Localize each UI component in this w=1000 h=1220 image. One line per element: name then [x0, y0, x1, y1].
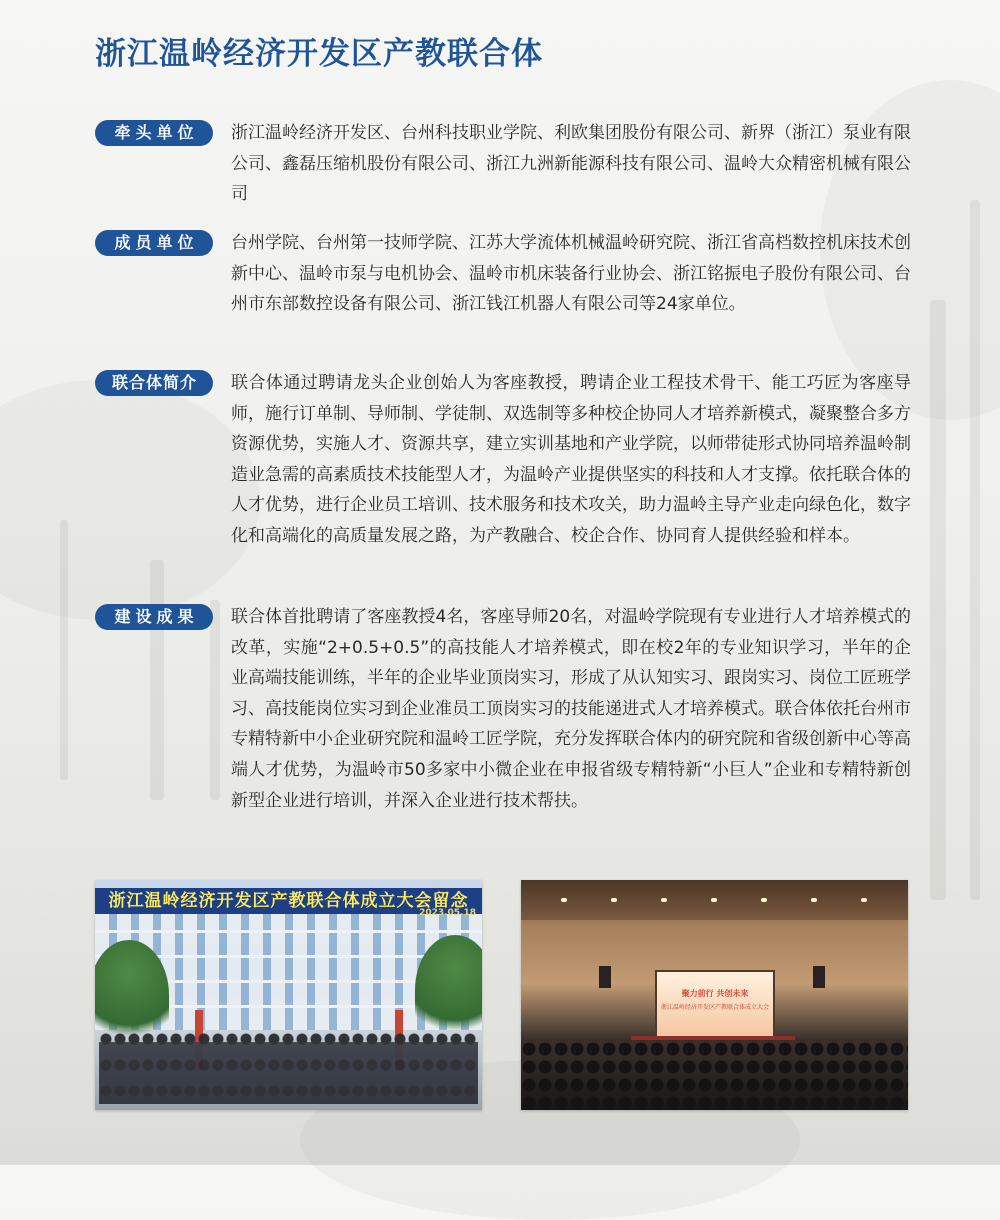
- section-text-introduction: 联合体通过聘请龙头企业创始人为客座教授，聘请企业工程技术骨干、能工巧匠为客座导师，施行订单制、导师制、学徒制、双选制等多种校企协同人才培养新模式，凝聚整合多方资源优势，实施人才、资源共享，建立实训基地和产业学院，以师带徒形式协同培养温岭制造业急需的高素质技术技能型人才，为温岭产业提供坚实的科技和人才支撑。依托联合体的人才优势，进行企业员工培训、技术服务和技术攻关，助力温岭主导产业走向绿色化，数字化和高端化的高质量发展之路，为产教融合、校企合作、协同育人提供经验和样本。: [231, 373, 911, 546]
- section-text-lead-units: 浙江温岭经济开发区、台州科技职业学院、利欧集团股份有限公司、新界（浙江）泵业有限公司、鑫磊压缩机股份有限公司、浙江九洲新能源科技有限公司、温岭大众精密机械有限公司: [231, 123, 911, 205]
- section-label-achievements: 建设成果: [95, 604, 213, 630]
- section-label-introduction: 联合体简介: [95, 370, 213, 396]
- audience: [521, 1040, 908, 1110]
- ceiling: [521, 880, 908, 920]
- section-text-member-units: 台州学院、台州第一技师学院、江苏大学流体机械温岭研究院、浙江省高档数控机床技术创新中心、温岭市泵与电机协会、温岭市机床装备行业协会、浙江铭振电子股份有限公司、台州市东部数控设备有限公司、浙江钱江机器人有限公司等24家单位。: [231, 233, 911, 315]
- ceremony-banner-date: 2023.05.18: [419, 908, 476, 918]
- ceremony-banner-text: 浙江温岭经济开发区产教联合体成立大会留念: [108, 891, 469, 911]
- speaker-left: [599, 966, 611, 988]
- page-title: 浙江温岭经济开发区产教联合体: [95, 36, 543, 72]
- section-label-lead-units: 牵头单位: [95, 120, 213, 146]
- section-text-achievements: 联合体首批聘请了客座教授4名，客座导师20名，对温岭学院现有专业进行人才培养模式的改革，实施“2+0.5+0.5”的高技能人才培养模式，即在校2年的专业知识学习，半年的企业高端技能训练，半年的企业毕业顶岗实习，形成了从认知实习、跟岗实习、岗位工匠班学习、高技能岗位实习到企业准员工顶岗实习的技能递进式人才培养模式。联合体依托台州市专精特新中小企业研究院和温岭工匠学院，充分发挥联合体内的研究院和省级创新中心等高端人才优势，为温岭市50多家中小微企业在申报省级专精特新“小巨人”企业和专精特新创新型企业进行培训，并深入企业进行技术帮扶。: [231, 607, 911, 811]
- speaker-right: [813, 966, 825, 988]
- screen-line-2: 浙江温岭经济开发区产教联合体成立大会: [660, 1004, 769, 1011]
- ceremony-banner: [95, 888, 482, 918]
- group-crowd: [99, 1026, 478, 1104]
- group-photo: [95, 880, 482, 1110]
- projection-screen: [655, 970, 775, 1038]
- section-label-member-units: 成员单位: [95, 230, 213, 256]
- conference-photo: [521, 880, 908, 1110]
- screen-line-1: 聚力前行 共创未来: [681, 989, 749, 998]
